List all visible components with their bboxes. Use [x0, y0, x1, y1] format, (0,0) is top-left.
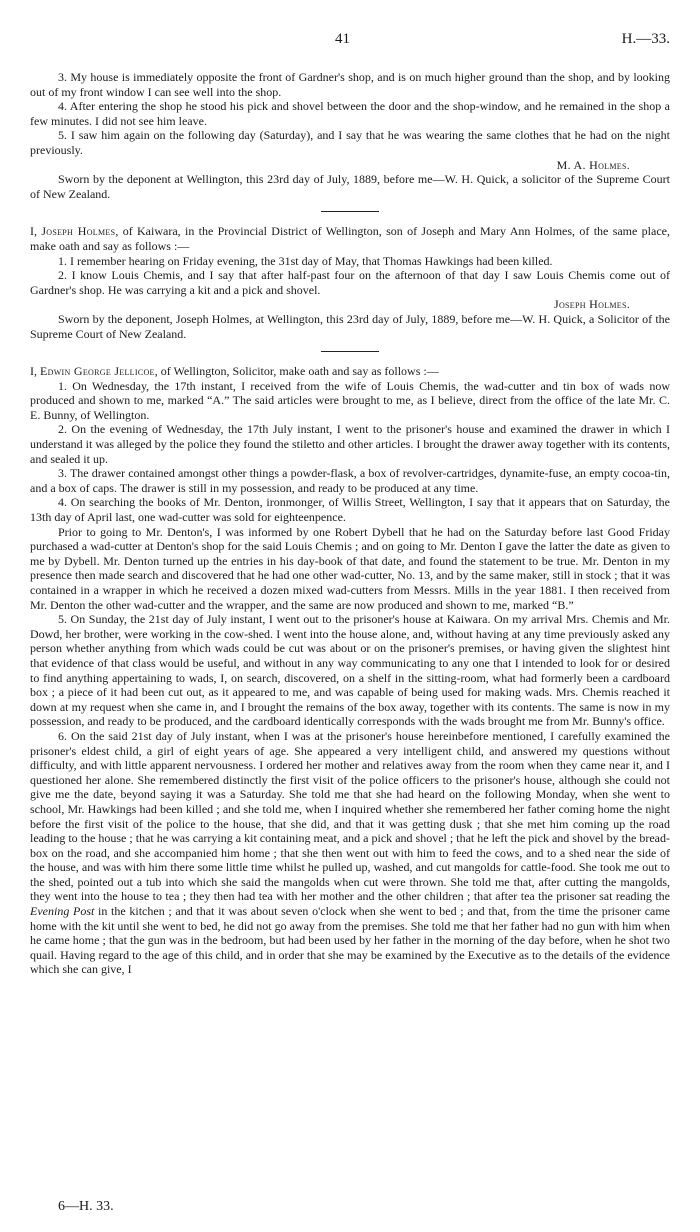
newspaper-title: Evening Post: [30, 904, 95, 919]
paragraph: 3. My house is immediately opposite the front of Gardner's shop, and is on much higher ground than the shop, and by looking out of my front window I can see well into the shop.: [30, 70, 670, 99]
signature-mark: 6—H. 33.: [58, 1199, 114, 1214]
deponent-name: Joseph Holmes: [41, 224, 116, 239]
affidavit-ma-holmes: [30, 70, 670, 201]
signature: Joseph Holmes.: [554, 297, 630, 312]
signature: M. A. Holmes.: [556, 157, 630, 172]
intro-text: , of Kaiwara, in the Provincial District of Wellington, son of Joseph and Mary Ann Holmes, of the same place, make oath and say as follows :—: [30, 224, 670, 253]
paragraph: Prior to going to Mr. Denton's, I was informed by one Robert Dybell that he had on the Saturday before last Good Friday purchased a wad-cutter at Denton's shop for the said Louis Chemis ; and on going to Mr. Denton I gave the latter the date as given to me by Dybell. Mr. Denton turned up the entries in his day-book of that date, and found the statement to be true. Mr. Denton in my presence then made search and discovered that he had one other wad-cutter, No. 13, and by the same maker, still in stock ; that it was contained in a wrapper in which he received a dozen mixed wad-cutters from Messrs. Mills in the year 1881. I then received from Mr. Denton the other wad-cutter and the wrapper, and the same are now produced and shown to me, marked “B.”: [30, 524, 670, 612]
page-number: 41: [335, 31, 350, 47]
paragraph: [30, 729, 670, 977]
paragraph: 1. I remember hearing on Friday evening, the 31st day of May, that Thomas Hawkings had been killed.: [58, 253, 553, 268]
affidavit-joseph-holmes: [30, 224, 670, 341]
section-divider: [321, 351, 379, 352]
intro-pronoun: I,: [30, 224, 42, 239]
jurat: Sworn by the deponent at Wellington, this 23rd day of July, 1889, before me—W. H. Quick, a solicitor of the Supreme Court of New Zealand.: [30, 172, 670, 201]
paragraph-text: 6. On the said 21st day of July instant, when I was at the prisoner's house hereinbefore mentioned, I carefully examined the prisoner's eldest child, a girl of eight years of age. She appeared a very intelligent child, and answered my questions without difficulty, and with little apparent nervousness. I ordered her mother and relatives away from the room when they came near it, and I questioned her alone. She remembered distinctly the first visit of the police officers to the prisoner's house, although she could not give me the date, beyond saying it was a Saturday. She told me that she had heard on the following Monday, when she went to school, Mr. Hawkings had been killed ; and she told me, when I inquired whether she remembered her father coming home the night before the first visit of the police to the house, that she did, and that it was getting dusk ; that she met him coming up the road leading to the house ; that he was carrying a kit containing meat, and a pick and shovel ; that he left the pick and shovel by the bread-box on the road, and she accompanied him home ; that she then went out with him to feed the cows, and to a shed near the side of the house, and was with him there some little time whilst he pulled up, washed, and cut mangolds for cattle-food. She took me out to the shed, pointed out a tub into which she said the mangolds when cut were thrown. She told me that, after cutting the mangolds, they went into the house to tea ; they then had tea with her mother and the other children ; that after tea the prisoner sat reading the: [30, 728, 670, 904]
paragraph: 4. After entering the shop he stood his pick and shovel between the door and the shop-window, and he remained in the shop a few minutes. I did not see him leave.: [30, 99, 670, 128]
document-reference: H.—33.: [621, 31, 670, 47]
section-divider: [321, 211, 379, 212]
paragraph: 1. On Wednesday, the 17th instant, I received from the wife of Louis Chemis, the wad-cutter and tin box of wads now produced and shown to me, marked “A.” The said articles were brought to me, as I believe, direct from the office of the late Mr. C. E. Bunny, of Wellington.: [30, 378, 670, 422]
document-body: [30, 70, 670, 977]
intro-text: , of Wellington, Solicitor, make oath and say as follows :—: [154, 364, 439, 379]
paragraph: 5. On Sunday, the 21st day of July instant, I went out to the prisoner's house at Kaiwara. On my arrival Mrs. Chemis and Mr. Dowd, her brother, were working in the cow-shed. I went into the house alone, and, without having at any time previously asked any person whether anything from which wads could be cut was about or on the prisoner's premises, or having given the slightest hint that evidence of that class would be useful, and without in any way communicating to any one that I intended to look for or desired to find anything appertaining to wads, I, on search, discovered, on a shelf in the sitting-room, what had formerly been a cardboard box ; a piece of it had been cut out, as it appeared to me, and was capable of being used for making wads. Mrs. Chemis reached it down at my request when she came in, and I brought the remains of the box away, together with its contents. The same is now in my possession, and ready to be produced, and the cardboard identically corresponds with the wads brought me from Mr. Bunny's office.: [30, 612, 670, 729]
paragraph-text: 5. I saw him again on the following day (Saturday), and I say that he was wearing the same clothes that he had on the night previously.: [30, 128, 670, 157]
affidavit-intro: [30, 224, 670, 253]
paragraph: 2. On the evening of Wednesday, the 17th July instant, I went to the prisoner's house and examined the drawer in which I understand it was alleged by the police they found the stiletto and other articles. I brought the drawer away together with its contents, and sealed it up.: [30, 422, 670, 466]
paragraph: [30, 128, 670, 157]
deponent-name: Edwin George Jellicoe: [40, 364, 155, 379]
paragraph-text: in the kitchen ; and that it was about seven o'clock when she went to bed ; and that, from the time the prisoner came home with the kit until she went to bed, he did not go away from the premises. She told me that her father had no gun with him when he came home ; that the gun was in the bedroom, but had been used by her father in the morning of the day before, when he shot two quail. Having regard to the age of this child, and in order that she may be examined by the Executive as to the details of the evidence which she can give, I: [30, 904, 671, 977]
affidavit-intro: [30, 364, 670, 379]
paragraph: 3. The drawer contained amongst other things a powder-flask, a box of revolver-cartridges, dynamite-fuse, an empty cocoa-tin, and a box of caps. The drawer is still in my possession, and ready to be produced at any time.: [30, 466, 670, 495]
paragraph: 2. I know Louis Chemis, and I say that after half-past four on the afternoon of that day I saw Louis Chemis come out of Gardner's shop. He was carrying a kit and a pick and shovel.: [30, 268, 670, 297]
page-header: [30, 32, 670, 52]
jurat: Sworn by the deponent, Joseph Holmes, at Wellington, this 23rd day of July, 1889, before me—W. H. Quick, a Solicitor of the Supreme Court of New Zealand.: [30, 311, 670, 341]
affidavit-jellicoe: [30, 364, 670, 977]
paragraph: 4. On searching the books of Mr. Denton, ironmonger, of Willis Street, Wellington, I say that it appears that on Saturday, the 13th day of April last, one wad-cutter was sold for eighteenpence.: [30, 495, 670, 525]
intro-pronoun: I,: [30, 364, 40, 379]
